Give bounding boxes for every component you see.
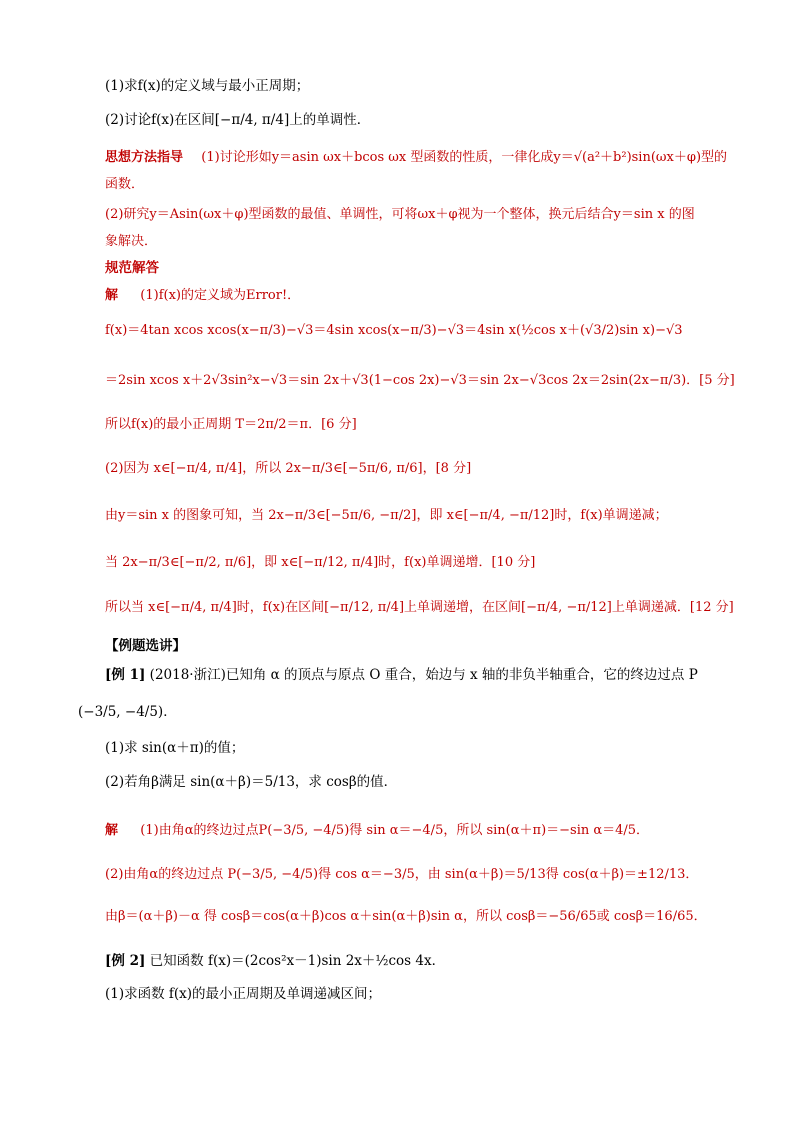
method-guidance-line-1b: 函数． [105, 177, 145, 192]
method-guidance-title: 思想方法指导 [105, 150, 184, 165]
solution-line-8: 所以当 x∈[−π/4, π/4]时，f(x)在区间[−π/12, π/4]上单调递增，在区间[−π/4, −π/12]上单调递减．[12 分] [105, 600, 734, 615]
example-1-solution-1 [105, 824, 649, 837]
question-part-1: (1)求f(x)的定义域与最小正周期； [105, 78, 310, 94]
solution-line-5: (2)因为 x∈[−π/4, π/4]，所以 2x−π/3∈[−5π/6, π/6]，[8 分] [105, 461, 472, 476]
example-1-question-2: (2)若角β满足 sin(α＋β)＝5/13，求 cosβ的值． [105, 774, 398, 790]
method-guidance-block [105, 151, 727, 164]
normative-solution-title: 规范解答 [105, 260, 159, 276]
example-1-solution-head: 解 [105, 823, 119, 838]
solution-domain: (1)f(x)的定义域为Error!． [140, 288, 301, 303]
solution-line-1 [105, 289, 300, 302]
example-1-point: (−3/5, −4/5)． [78, 704, 177, 720]
example-1-text: (2018·浙江)已知角 α 的顶点与原点 O 重合，始边与 x 轴的非负半轴重合，它的终边过点 P [149, 667, 698, 683]
solution-line-2: f(x)＝4tan xcos xcos(x−π/3)−√3＝4sin xcos(x−π/3)−√3＝4sin x(½cos x＋(√3/2)sin x)−√3 [105, 323, 683, 338]
method-guidance-line-2: (2)研究y＝Asin(ωx＋φ)型函数的最值、单调性，可将ωx＋φ视为一个整体，换元后结合y＝sin x 的图 [105, 207, 695, 222]
example-1-solution-2: (2)由角α的终边过点 P(−3/5, −4/5)得 cos α＝−3/5，由 sin(α＋β)＝5/13得 cos(α＋β)＝±12/13． [105, 867, 699, 882]
solution-head: 解 [105, 288, 119, 303]
example-2-statement [105, 955, 445, 969]
solution-line-3: ＝2sin xcos x＋2√3sin²x−√3＝sin 2x＋√3(1−cos 2x)−√3＝sin 2x−√3cos 2x＝2sin(2x−π/3)．[5 分] [105, 373, 735, 388]
example-1-solution-part-1: (1)由角α的终边过点P(−3/5, −4/5)得 sin α＝−4/5，所以 sin(α＋π)＝−sin α＝4/5． [140, 823, 650, 838]
examples-section-title: 【例题选讲】 [105, 638, 186, 654]
example-1-statement [105, 669, 698, 683]
example-2-text: 已知函数 f(x)＝(2cos²x－1)sin 2x＋½cos 4x． [149, 953, 446, 969]
method-guidance-line-1: (1)讨论形如y＝asin ωx＋bcos ωx 型函数的性质，一律化成y＝√(a²＋b²)sin(ωx＋φ)型的 [201, 150, 728, 165]
solution-line-7: 当 2x−π/3∈[−π/2, π/6]，即 x∈[−π/12, π/4]时，f(x)单调递增．[10 分] [105, 555, 536, 570]
example-2-label: [例 2] [105, 953, 146, 969]
method-guidance-line-2b: 象解决． [105, 234, 158, 249]
solution-line-4: 所以f(x)的最小正周期 T＝2π/2＝π．[6 分] [105, 417, 357, 432]
example-1-solution-3: 由β＝(α＋β)－α 得 cosβ＝cos(α＋β)cos α＋sin(α＋β)sin α，所以 cosβ＝−56/65或 cosβ＝16/65． [105, 909, 707, 924]
example-2-question-1: (1)求函数 f(x)的最小正周期及单调递减区间； [105, 986, 382, 1002]
solution-line-6: 由y＝sin x 的图象可知，当 2x−π/3∈[−5π/6, −π/2]，即 x∈[−π/4, −π/12]时，f(x)单调递减； [105, 508, 668, 523]
example-1-label: [例 1] [105, 667, 146, 683]
example-1-question-1: (1)求 sin(α＋π)的值； [105, 740, 245, 756]
question-part-2: (2)讨论f(x)在区间[−π/4, π/4]上的单调性． [105, 112, 371, 128]
